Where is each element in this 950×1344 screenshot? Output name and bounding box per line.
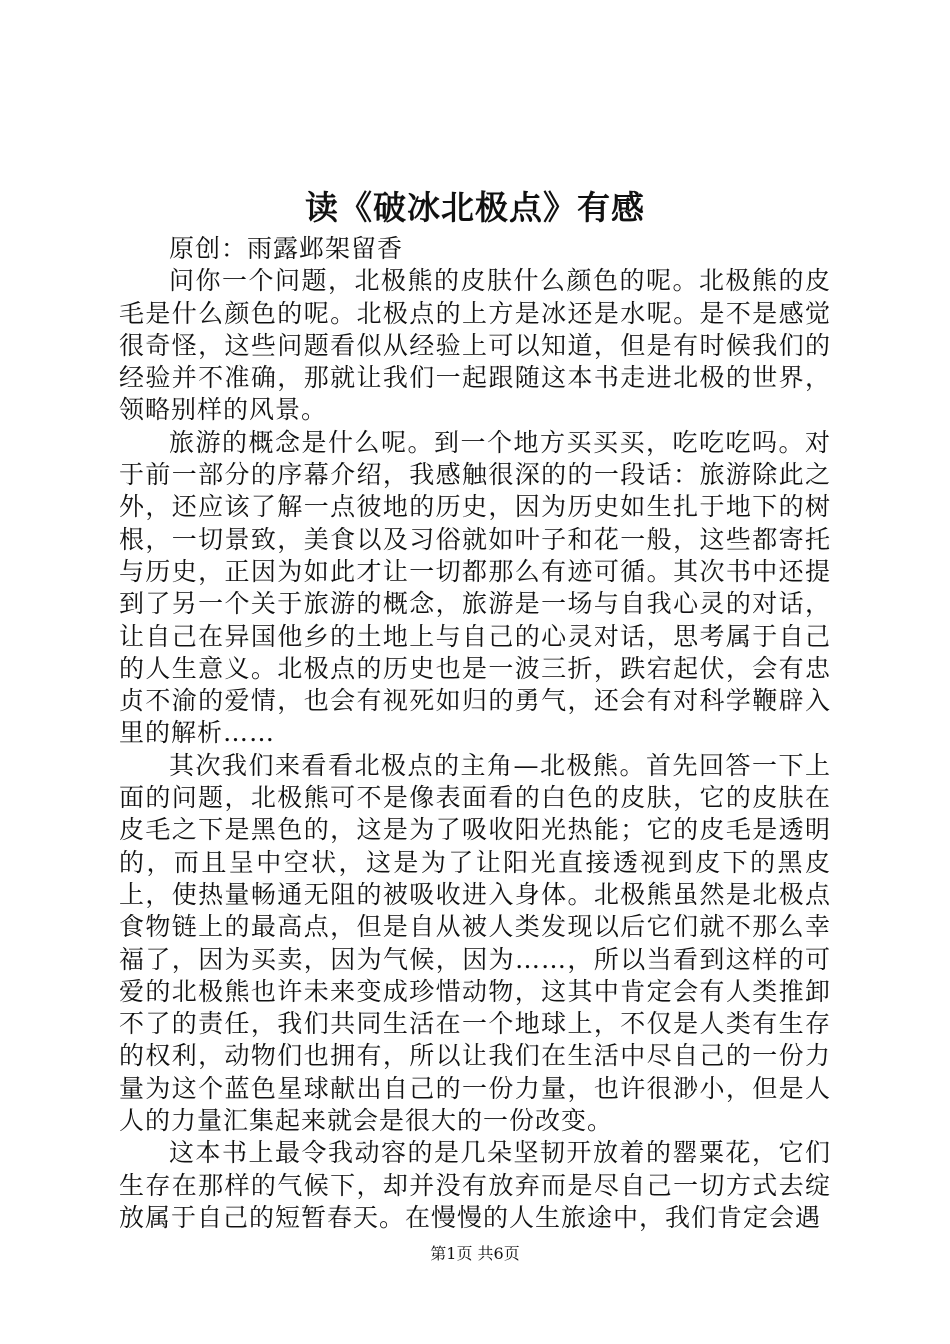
paragraph: 旅游的概念是什么呢。到一个地方买买买，吃吃吃吗。对于前一部分的序幕介绍，我感触很深的的一段话：旅游除此之外，还应该了解一点彼地的历史，因为历史如生扎于地下的树根，一切景致，美食以及习俗就如叶子和花一般，这些都寄托与历史，正因为如此才让一切都那么有迹可循。其次书中还提到了另一个关于旅游的概念，旅游是一场与自我心灵的对话，让自己在异国他乡的土地上与自己的心灵对话，思考属于自己的人生意义。北极点的历史也是一波三折，跌宕起伏，会有忠贞不渝的爱情，也会有视死如归的勇气，还会有对科学鞭辟入里的解析……	[119, 427, 831, 748]
paragraph: 其次我们来看看北极点的主角—北极熊。首先回答一下上面的问题，北极熊可不是像表面看的白色的皮肤，它的皮肤在皮毛之下是黑色的，这是为了吸收阳光热能；它的皮毛是透明的，而且呈中空状，这是为了让阳光直接透视到皮下的黑皮上，使热量畅通无阻的被吸收进入身体。北极熊虽然是北极点食物链上的最高点，但是自从被人类发现以后它们就不那么幸福了，因为买卖，因为气候，因为……，所以当看到这样的可爱的北极熊也许未来变成珍惜动物，这其中肯定会有人类推卸不了的责任，我们共同生活在一个地球上，不仅是人类有生存的权利，动物们也拥有，所以让我们在生活中尽自己的一份力量为这个蓝色星球献出自己的一份力量，也许很渺小，但是人人的力量汇集起来就会是很大的一份改变。	[119, 750, 831, 1136]
document-title: 读《破冰北极点》有感	[305, 188, 645, 227]
paragraph: 这本书上最令我动容的是几朵坚韧开放着的罂粟花，它们生存在那样的气候下，却并没有放弃而是尽自己一切方式去绽放属于自己的短暂春天。在慢慢的人生旅途中，我们肯定会遇	[119, 1138, 831, 1232]
document-body	[119, 233, 831, 1234]
author-line: 原创：雨露邺架留香	[169, 234, 404, 263]
paragraph: 问你一个问题，北极熊的皮肤什么颜色的呢。北极熊的皮毛是什么颜色的呢。北极点的上方是冰还是水呢。是不是感觉很奇怪，这些问题看似从经验上可以知道，但是有时候我们的经验并不准确，那就让我们一起跟随这本书走进北极的世界，领略别样的风景。	[119, 266, 831, 425]
page-number-footer: 第1页 共6页	[430, 1244, 520, 1263]
